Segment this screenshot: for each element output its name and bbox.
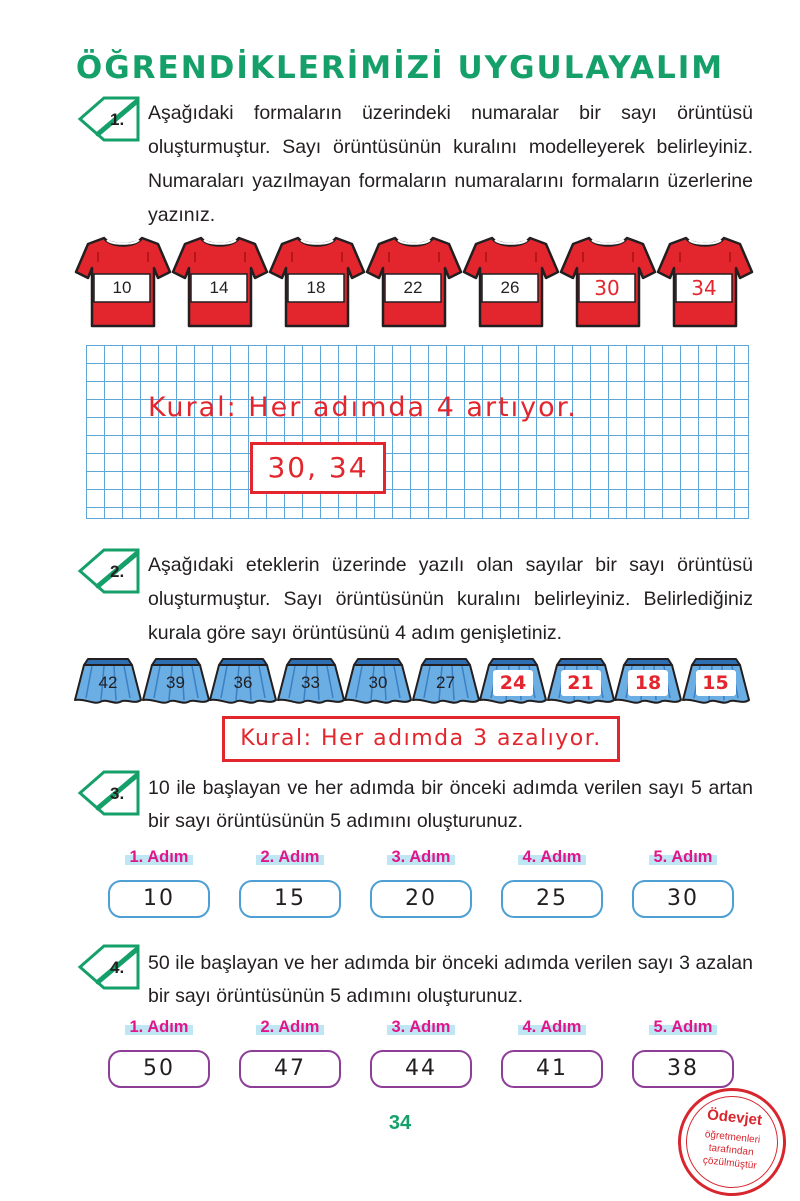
step-value-box: 38 [632, 1050, 734, 1088]
question-3-badge [76, 768, 142, 818]
skirt-8 [547, 656, 615, 706]
step-5 [628, 1018, 738, 1098]
question-4-text: 50 ile başlayan ve her adımda bir önceki adımda verilen sayı 3 azalan bir sayı örüntüsünün 5 adımını oluşturunuz. [148, 952, 753, 1007]
step-label [628, 1018, 738, 1037]
stamp-line-2: tarafından [708, 1142, 755, 1159]
question-1-number: 1. [110, 110, 125, 129]
question-3-number: 3. [110, 784, 125, 803]
step-value-box: 15 [239, 880, 341, 918]
stamp-line-1: öğretmenleri [704, 1129, 761, 1146]
step-3 [366, 848, 476, 928]
step-label [235, 1018, 345, 1037]
step-4 [497, 848, 607, 928]
step-label [497, 1018, 607, 1037]
shirt-2 [171, 232, 269, 332]
page-title: ÖĞRENDİKLERİMİZİ UYGULAYALIM [75, 50, 725, 86]
shirt-7 [656, 232, 754, 332]
question-1-text: Aşağıdaki formaların üzerindeki numaralar bir sayı örüntüsü oluşturmuştur. Sayı örüntüsünün kuralını modelleyerek belirleyiniz. Numaraları yazılmayan formaların numaralarını formaların üzerlerine yazınız. [148, 102, 753, 226]
step-label-text: 1. Adım [125, 848, 194, 866]
skirt-number: 42 [98, 673, 118, 692]
skirt-number: 21 [561, 670, 601, 696]
shirt-row [74, 232, 754, 332]
step-label-text: 2. Adım [256, 848, 325, 866]
step-1 [104, 1018, 214, 1098]
step-1 [104, 848, 214, 928]
skirt-number: 36 [233, 673, 253, 692]
shirt-4 [365, 232, 463, 332]
step-label [104, 1018, 214, 1037]
question-2-number: 2. [110, 562, 125, 581]
question-4-steps [104, 1018, 734, 1098]
step-label-text: 5. Adım [649, 1018, 718, 1036]
step-label-text: 2. Adım [256, 1018, 325, 1036]
question-2-badge [76, 546, 142, 596]
shirt-number: 14 [209, 278, 229, 297]
question-1-badge [76, 94, 142, 144]
skirt-10 [682, 656, 750, 706]
skirt-number: 30 [368, 673, 388, 692]
skirt-5 [344, 656, 412, 706]
question-1-rule: Kural: Her adımda 4 artıyor. [148, 392, 578, 423]
step-value-box: 50 [108, 1050, 210, 1088]
step-label-text: 3. Adım [387, 1018, 456, 1036]
step-label [628, 848, 738, 867]
step-label-text: 4. Adım [518, 1018, 587, 1036]
step-3 [366, 1018, 476, 1098]
step-value-box: 44 [370, 1050, 472, 1088]
question-2-text: Aşağıdaki eteklerin üzerinde yazılı olan sayılar bir sayı örüntüsü oluşturmuştur. Sayı örüntüsünün kuralını belirleyiniz. Belirlediğiniz kurala göre sayı örüntüsünü 4 adım genişletiniz. [148, 554, 753, 644]
shirt-3 [268, 232, 366, 332]
shirt-number: 10 [112, 278, 132, 297]
skirt-number: 24 [493, 670, 533, 696]
skirt-number: 39 [166, 673, 185, 692]
step-label-text: 4. Adım [518, 848, 587, 866]
question-3-steps [104, 848, 734, 928]
shirt-number: 22 [403, 278, 423, 297]
skirt-number: 18 [628, 670, 668, 696]
shirt-1 [74, 232, 172, 332]
skirt-number: 15 [696, 670, 736, 696]
step-2 [235, 848, 345, 928]
step-label [366, 1018, 476, 1037]
skirt-number: 33 [301, 673, 320, 692]
shirt-6 [559, 232, 657, 332]
skirt-7 [479, 656, 547, 706]
grid-paper [86, 345, 749, 519]
question-4-number: 4. [110, 958, 125, 977]
step-label [366, 848, 476, 867]
stamp-title: Ödevjet [706, 1106, 763, 1129]
question-3-text: 10 ile başlayan ve her adımda bir önceki adımda verilen sayı 5 artan bir sayı örüntüsünün 5 adımını oluşturunuz. [148, 777, 753, 832]
shirt-number: 30 [594, 276, 620, 300]
step-4 [497, 1018, 607, 1098]
step-label [235, 848, 345, 867]
step-label-text: 3. Adım [387, 848, 456, 866]
odevjet-stamp [673, 1083, 792, 1201]
question-2-rule-box: Kural: Her adımda 3 azalıyor. [222, 716, 620, 762]
step-label-text: 5. Adım [649, 848, 718, 866]
shirt-number: 34 [691, 276, 717, 300]
skirt-row [74, 656, 754, 706]
step-2 [235, 1018, 345, 1098]
step-value-box: 10 [108, 880, 210, 918]
stamp-line-3: çözülmüştür [702, 1155, 758, 1172]
shirt-number: 18 [306, 278, 326, 297]
skirt-number: 27 [436, 673, 455, 692]
step-value-box: 25 [501, 880, 603, 918]
step-value-box: 41 [501, 1050, 603, 1088]
step-value-box: 20 [370, 880, 472, 918]
step-value-box: 47 [239, 1050, 341, 1088]
skirt-3 [209, 656, 277, 706]
skirt-6 [412, 656, 480, 706]
step-value-box: 30 [632, 880, 734, 918]
step-label [104, 848, 214, 867]
skirt-2 [142, 656, 210, 706]
step-label [497, 848, 607, 867]
question-4-badge [76, 942, 142, 992]
shirt-number: 26 [500, 278, 520, 297]
question-1-answer-box: 30, 34 [250, 442, 386, 494]
step-label-text: 1. Adım [125, 1018, 194, 1036]
skirt-4 [277, 656, 345, 706]
page-number: 34 [388, 1112, 412, 1134]
shirt-5 [462, 232, 560, 332]
step-5 [628, 848, 738, 928]
skirt-9 [614, 656, 682, 706]
skirt-1 [74, 656, 142, 706]
